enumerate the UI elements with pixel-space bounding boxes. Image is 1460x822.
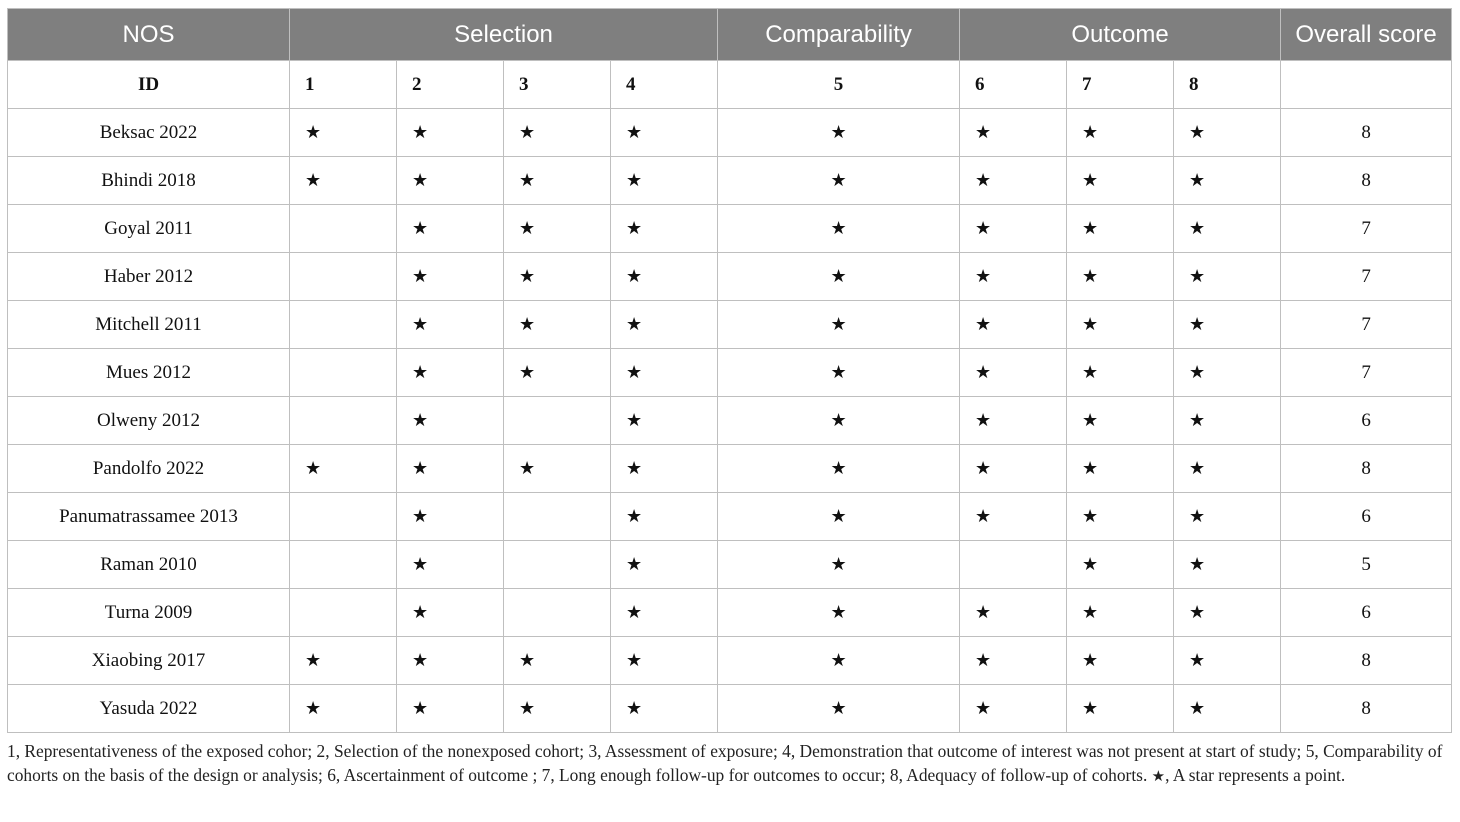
star-icon: ★ bbox=[611, 349, 718, 397]
star-icon: ★ bbox=[611, 541, 718, 589]
overall-score: 8 bbox=[1281, 109, 1452, 157]
empty-cell bbox=[504, 589, 611, 637]
study-name: Olweny 2012 bbox=[8, 397, 290, 445]
star-icon: ★ bbox=[1174, 397, 1281, 445]
star-icon: ★ bbox=[960, 349, 1067, 397]
overall-score: 6 bbox=[1281, 397, 1452, 445]
star-icon: ★ bbox=[504, 349, 611, 397]
star-icon: ★ bbox=[1067, 109, 1174, 157]
star-icon: ★ bbox=[960, 205, 1067, 253]
star-icon: ★ bbox=[718, 109, 960, 157]
star-icon: ★ bbox=[611, 397, 718, 445]
star-icon: ★ bbox=[718, 253, 960, 301]
star-icon: ★ bbox=[718, 205, 960, 253]
table-footnote bbox=[7, 739, 1451, 788]
item-number-5: 5 bbox=[718, 61, 960, 109]
star-icon: ★ bbox=[504, 445, 611, 493]
study-name: Mitchell 2011 bbox=[8, 301, 290, 349]
study-name: Mues 2012 bbox=[8, 349, 290, 397]
empty-cell bbox=[504, 541, 611, 589]
star-icon: ★ bbox=[1174, 685, 1281, 733]
star-icon: ★ bbox=[397, 397, 504, 445]
overall-score: 8 bbox=[1281, 445, 1452, 493]
star-icon: ★ bbox=[611, 445, 718, 493]
empty-cell bbox=[290, 205, 397, 253]
empty-cell bbox=[290, 397, 397, 445]
overall-score: 6 bbox=[1281, 493, 1452, 541]
star-icon: ★ bbox=[290, 157, 397, 205]
star-icon: ★ bbox=[397, 637, 504, 685]
star-icon: ★ bbox=[611, 637, 718, 685]
table-row bbox=[8, 109, 1452, 157]
star-icon: ★ bbox=[1174, 205, 1281, 253]
star-icon: ★ bbox=[718, 637, 960, 685]
star-icon: ★ bbox=[960, 301, 1067, 349]
star-icon: ★ bbox=[611, 109, 718, 157]
star-icon: ★ bbox=[718, 541, 960, 589]
star-icon: ★ bbox=[718, 589, 960, 637]
study-name: Bhindi 2018 bbox=[8, 157, 290, 205]
star-icon: ★ bbox=[718, 685, 960, 733]
star-icon: ★ bbox=[1067, 445, 1174, 493]
score-label bbox=[1281, 61, 1452, 109]
group-header-row bbox=[8, 9, 1452, 61]
item-number-7: 7 bbox=[1067, 61, 1174, 109]
header-comparability: Comparability bbox=[718, 9, 960, 61]
header-selection: Selection bbox=[290, 9, 718, 61]
star-icon: ★ bbox=[611, 493, 718, 541]
star-icon: ★ bbox=[397, 157, 504, 205]
table-body bbox=[8, 109, 1452, 733]
star-icon: ★ bbox=[397, 109, 504, 157]
study-name: Xiaobing 2017 bbox=[8, 637, 290, 685]
study-name: Turna 2009 bbox=[8, 589, 290, 637]
header-overall-score: Overall score bbox=[1281, 9, 1452, 61]
empty-cell bbox=[290, 301, 397, 349]
star-icon: ★ bbox=[1174, 253, 1281, 301]
study-name: Yasuda 2022 bbox=[8, 685, 290, 733]
item-number-4: 4 bbox=[611, 61, 718, 109]
empty-cell bbox=[290, 349, 397, 397]
footnote-star-icon: ★ bbox=[1151, 767, 1166, 785]
star-icon: ★ bbox=[397, 253, 504, 301]
table-row bbox=[8, 637, 1452, 685]
star-icon: ★ bbox=[1174, 157, 1281, 205]
overall-score: 8 bbox=[1281, 637, 1452, 685]
star-icon: ★ bbox=[960, 589, 1067, 637]
item-number-6: 6 bbox=[960, 61, 1067, 109]
star-icon: ★ bbox=[397, 205, 504, 253]
star-icon: ★ bbox=[960, 637, 1067, 685]
star-icon: ★ bbox=[718, 349, 960, 397]
star-icon: ★ bbox=[1067, 685, 1174, 733]
star-icon: ★ bbox=[504, 157, 611, 205]
star-icon: ★ bbox=[504, 637, 611, 685]
star-icon: ★ bbox=[1067, 301, 1174, 349]
overall-score: 8 bbox=[1281, 157, 1452, 205]
star-icon: ★ bbox=[611, 157, 718, 205]
star-icon: ★ bbox=[718, 157, 960, 205]
star-icon: ★ bbox=[397, 685, 504, 733]
study-name: Panumatrassamee 2013 bbox=[8, 493, 290, 541]
star-icon: ★ bbox=[1067, 205, 1174, 253]
empty-cell bbox=[290, 589, 397, 637]
star-icon: ★ bbox=[290, 685, 397, 733]
nos-table-container bbox=[7, 8, 1451, 788]
table-row bbox=[8, 301, 1452, 349]
item-number-2: 2 bbox=[397, 61, 504, 109]
empty-cell bbox=[290, 541, 397, 589]
star-icon: ★ bbox=[1174, 637, 1281, 685]
star-icon: ★ bbox=[611, 253, 718, 301]
star-icon: ★ bbox=[1174, 301, 1281, 349]
star-icon: ★ bbox=[397, 349, 504, 397]
star-icon: ★ bbox=[290, 637, 397, 685]
footnote-star-text: , A star represents a point. bbox=[1165, 765, 1346, 785]
star-icon: ★ bbox=[1067, 493, 1174, 541]
table-row bbox=[8, 589, 1452, 637]
star-icon: ★ bbox=[1174, 589, 1281, 637]
star-icon: ★ bbox=[1067, 589, 1174, 637]
star-icon: ★ bbox=[960, 109, 1067, 157]
star-icon: ★ bbox=[397, 493, 504, 541]
star-icon: ★ bbox=[397, 541, 504, 589]
star-icon: ★ bbox=[1174, 493, 1281, 541]
star-icon: ★ bbox=[290, 445, 397, 493]
star-icon: ★ bbox=[1174, 541, 1281, 589]
star-icon: ★ bbox=[960, 397, 1067, 445]
item-number-8: 8 bbox=[1174, 61, 1281, 109]
item-number-1: 1 bbox=[290, 61, 397, 109]
star-icon: ★ bbox=[718, 397, 960, 445]
empty-cell bbox=[504, 493, 611, 541]
table-row bbox=[8, 445, 1452, 493]
footnote-text: 1, Representativeness of the exposed cohor; 2, Selection of the nonexposed cohort; 3, Assessment of exposure; 4, Demonstration that outcome of interest was not present at start of study; 5, Comparability of cohorts on the basis of the design or analysis; 6, Ascertainment of outcome ; 7, Long enough follow-up for outcomes to occur; 8, Adequacy of follow-up of cohorts. bbox=[7, 741, 1443, 785]
star-icon: ★ bbox=[960, 157, 1067, 205]
star-icon: ★ bbox=[611, 589, 718, 637]
star-icon: ★ bbox=[718, 301, 960, 349]
table-row bbox=[8, 493, 1452, 541]
header-outcome: Outcome bbox=[960, 9, 1281, 61]
table-row bbox=[8, 349, 1452, 397]
table-row bbox=[8, 541, 1452, 589]
study-name: Haber 2012 bbox=[8, 253, 290, 301]
star-icon: ★ bbox=[397, 589, 504, 637]
empty-cell bbox=[290, 253, 397, 301]
star-icon: ★ bbox=[1067, 541, 1174, 589]
overall-score: 7 bbox=[1281, 301, 1452, 349]
star-icon: ★ bbox=[290, 109, 397, 157]
overall-score: 8 bbox=[1281, 685, 1452, 733]
star-icon: ★ bbox=[1174, 109, 1281, 157]
star-icon: ★ bbox=[504, 109, 611, 157]
id-label: ID bbox=[8, 61, 290, 109]
study-name: Beksac 2022 bbox=[8, 109, 290, 157]
table-row bbox=[8, 685, 1452, 733]
study-name: Raman 2010 bbox=[8, 541, 290, 589]
star-icon: ★ bbox=[718, 445, 960, 493]
star-icon: ★ bbox=[1067, 637, 1174, 685]
star-icon: ★ bbox=[611, 205, 718, 253]
star-icon: ★ bbox=[960, 685, 1067, 733]
star-icon: ★ bbox=[504, 205, 611, 253]
item-number-row bbox=[8, 61, 1452, 109]
star-icon: ★ bbox=[611, 685, 718, 733]
star-icon: ★ bbox=[718, 493, 960, 541]
table-row bbox=[8, 157, 1452, 205]
study-name: Goyal 2011 bbox=[8, 205, 290, 253]
star-icon: ★ bbox=[1174, 445, 1281, 493]
star-icon: ★ bbox=[1174, 349, 1281, 397]
star-icon: ★ bbox=[397, 445, 504, 493]
header-nos: NOS bbox=[8, 9, 290, 61]
star-icon: ★ bbox=[1067, 157, 1174, 205]
star-icon: ★ bbox=[397, 301, 504, 349]
star-icon: ★ bbox=[960, 445, 1067, 493]
table-row bbox=[8, 253, 1452, 301]
star-icon: ★ bbox=[504, 253, 611, 301]
overall-score: 7 bbox=[1281, 253, 1452, 301]
star-icon: ★ bbox=[504, 301, 611, 349]
star-icon: ★ bbox=[1067, 253, 1174, 301]
overall-score: 6 bbox=[1281, 589, 1452, 637]
star-icon: ★ bbox=[611, 301, 718, 349]
overall-score: 7 bbox=[1281, 205, 1452, 253]
item-number-3: 3 bbox=[504, 61, 611, 109]
table-row bbox=[8, 205, 1452, 253]
empty-cell bbox=[960, 541, 1067, 589]
empty-cell bbox=[504, 397, 611, 445]
study-name: Pandolfo 2022 bbox=[8, 445, 290, 493]
nos-quality-table bbox=[7, 8, 1452, 733]
empty-cell bbox=[290, 493, 397, 541]
table-row bbox=[8, 397, 1452, 445]
star-icon: ★ bbox=[504, 685, 611, 733]
star-icon: ★ bbox=[1067, 349, 1174, 397]
overall-score: 7 bbox=[1281, 349, 1452, 397]
star-icon: ★ bbox=[960, 493, 1067, 541]
star-icon: ★ bbox=[1067, 397, 1174, 445]
star-icon: ★ bbox=[960, 253, 1067, 301]
overall-score: 5 bbox=[1281, 541, 1452, 589]
